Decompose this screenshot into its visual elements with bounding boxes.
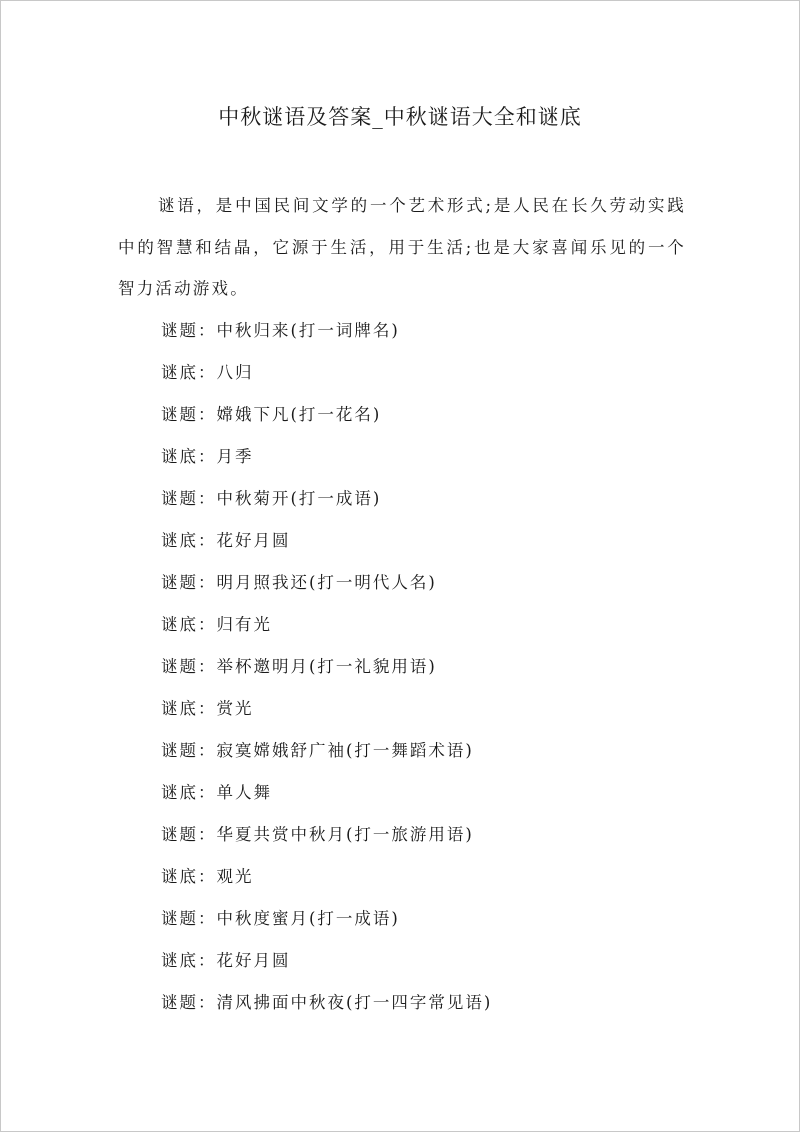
document-title: 中秋谜语及答案_中秋谜语大全和谜底 <box>218 105 582 129</box>
riddle-question: 谜题：中秋菊开(打一成语) <box>161 489 382 508</box>
riddle-question: 谜题：中秋度蜜月(打一成语) <box>161 909 400 928</box>
riddle-answer: 谜底：花好月圆 <box>161 531 291 550</box>
intro-paragraph: 谜语，是中国民间文学的一个艺术形式;是人民在长久劳动实践中的智慧和结晶，它源于生活，用于生活;也是大家喜闻乐见的一个智力活动游戏。 <box>118 196 686 298</box>
riddle-list <box>161 310 721 1024</box>
riddle-question: 谜题：清风拂面中秋夜(打一四字常见语) <box>161 993 493 1012</box>
riddle-answer: 谜底：月季 <box>161 447 254 466</box>
riddle-answer: 谜底：观光 <box>161 867 254 886</box>
riddle-question: 谜题：华夏共赏中秋月(打一旅游用语) <box>161 825 474 844</box>
riddle-question: 谜题：寂寞嫦娥舒广袖(打一舞蹈术语) <box>161 741 474 760</box>
riddle-answer: 谜底：花好月圆 <box>161 951 291 970</box>
riddle-question: 谜题：举杯邀明月(打一礼貌用语) <box>161 657 437 676</box>
riddle-question: 谜题：明月照我还(打一明代人名) <box>161 573 437 592</box>
riddle-question: 谜题：嫦娥下凡(打一花名) <box>161 405 382 424</box>
riddle-answer: 谜底：赏光 <box>161 699 254 718</box>
riddle-answer: 谜底：单人舞 <box>161 783 272 802</box>
riddle-question: 谜题：中秋归来(打一词牌名) <box>161 321 400 340</box>
riddle-answer: 谜底：归有光 <box>161 615 272 634</box>
riddle-answer: 谜底：八归 <box>161 363 254 382</box>
